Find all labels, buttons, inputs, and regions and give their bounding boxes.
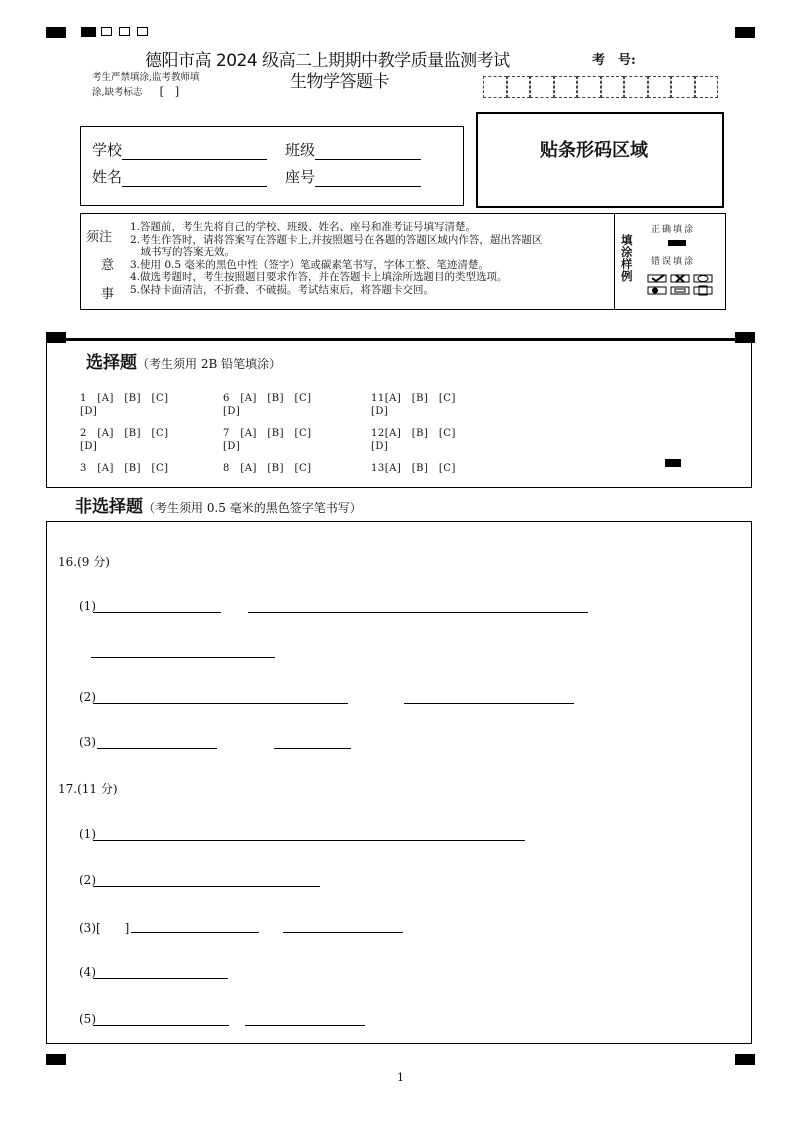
choice-answer-row[interactable]: [D] [80, 441, 98, 452]
q17-part3-answer-line-a[interactable] [131, 932, 259, 933]
choice-answer-row[interactable]: [D] [80, 406, 98, 417]
exam-number-cell[interactable] [507, 76, 531, 98]
choice-answer-row[interactable]: 3 [A] [B] [C] [80, 463, 169, 474]
notice-item: 4.做选考题时，考生按照题目要求作答，并在答题卡上填涂所选题目的类型选项。 [130, 271, 508, 283]
choice-answer-row[interactable]: [D] [223, 406, 241, 417]
choice-section-hint: （考生须用 2B 铅笔填涂） [137, 357, 282, 371]
school-label: 学校 [92, 141, 123, 159]
name-label: 姓名 [92, 168, 123, 186]
notice-item: 域书写的答案无效。 [130, 246, 235, 258]
exam-number-cell[interactable] [695, 76, 719, 98]
circle-mark-example [694, 275, 712, 282]
correct-fill-label: 正确填涂 [651, 225, 696, 235]
exam-number-cell[interactable] [577, 76, 601, 98]
q17-part5-label: (5) [79, 1012, 96, 1026]
choice-answer-row[interactable]: 12[A] [B] [C] [371, 428, 456, 439]
exam-number-cell[interactable] [671, 76, 695, 98]
q17-part4-label: (4) [79, 965, 96, 979]
exam-number-cell[interactable] [624, 76, 648, 98]
class-label: 班级 [285, 141, 316, 159]
exam-number-cell[interactable] [483, 76, 507, 98]
choice-timing-mark [665, 459, 681, 467]
q16-part1-label: (1) [79, 599, 96, 613]
exam-number-cell[interactable] [601, 76, 625, 98]
seat-field[interactable] [285, 166, 421, 187]
absent-mark-box[interactable]: [ ] [159, 85, 180, 98]
absent-warning-line1: 考生严禁填涂,监考教师填 [92, 72, 200, 83]
registration-mark-top-right [735, 27, 755, 38]
q16-part3-label: (3) [79, 735, 96, 749]
q17-part2-answer-line[interactable] [93, 886, 320, 887]
choice-answer-row[interactable]: [D] [371, 441, 389, 452]
registration-mark-bottom-left [46, 1054, 66, 1065]
choice-answer-row[interactable]: 11[A] [B] [C] [371, 393, 456, 404]
choice-answer-row[interactable]: 1 [A] [B] [C] [80, 393, 169, 404]
question-16-label: 16.(9 分) [58, 555, 110, 569]
choice-answer-row[interactable]: 13[A] [B] [C] [371, 463, 456, 474]
q17-part4-answer-line[interactable] [93, 978, 228, 979]
exam-title: 德阳市高 2024 级高二上期期中教学质量监测考试 [145, 51, 510, 71]
q17-part3-label[interactable]: (3)[ ] [79, 921, 130, 935]
q16-part1-answer-line-b[interactable] [248, 612, 588, 613]
q17-part5-answer-line-a[interactable] [93, 1025, 229, 1026]
notice-label-2: 意 [101, 258, 115, 273]
notice-label-3: 事 [101, 287, 115, 302]
choice-answer-row[interactable]: [D] [371, 406, 389, 417]
choice-answer-row[interactable]: 8 [A] [B] [C] [223, 463, 312, 474]
notice-item: 3.使用 0.5 毫米的黑色中性（签字）笔或碳素笔书写，字体工整、笔迹清楚。 [130, 258, 489, 271]
nonchoice-section-box [46, 521, 752, 1044]
dash-mark-example [671, 287, 689, 294]
registration-square [101, 27, 112, 36]
notice-item: 2.考生作答时，请将答案写在答题卡上,并按照题号在各题的答题区域内作答，超出答题区 [130, 233, 543, 246]
nonchoice-section-title: 非选择题（考生须用 0.5 毫米的黑色签字笔书写） [75, 497, 362, 517]
q16-part2-label: (2) [79, 690, 96, 704]
q17-part1-answer-line[interactable] [93, 840, 525, 841]
q17-part5-answer-line-b[interactable] [245, 1025, 365, 1026]
registration-mark-top-left-2 [81, 27, 96, 37]
wrong-fill-examples [647, 273, 713, 297]
answer-card-title: 生物学答题卡 [290, 72, 389, 92]
registration-square [137, 27, 148, 36]
choice-answer-row[interactable]: 6 [A] [B] [C] [223, 393, 312, 404]
correct-fill-mark [668, 240, 686, 246]
choice-section-title: 选择题（考生须用 2B 铅笔填涂） [86, 353, 282, 373]
q17-part2-label: (2) [79, 873, 96, 887]
q16-part1-answer-line-a[interactable] [93, 612, 221, 613]
question-17-label: 17.(11 分) [58, 782, 118, 796]
page-number: 1 [397, 1071, 404, 1084]
q16-part3-answer-line-b[interactable] [274, 748, 351, 749]
wrong-fill-label: 错误填涂 [651, 257, 696, 267]
choice-answer-row[interactable]: [D] [223, 441, 241, 452]
q17-part1-label: (1) [79, 827, 96, 841]
fill-example-label: 填 涂 样 例 [621, 233, 633, 283]
q16-part3-answer-line-a[interactable] [97, 748, 217, 749]
exam-number-cell[interactable] [530, 76, 554, 98]
notice-item: 5.保持卡面清洁，不折叠、不破损。考试结束后，将答题卡交回。 [130, 283, 435, 296]
registration-square [119, 27, 130, 36]
exam-number-label: 考 号: [592, 53, 636, 68]
choice-answer-row[interactable]: 7 [A] [B] [C] [223, 428, 312, 439]
notice-item: 1.答题前，考生先将自己的学校、班级、姓名、座号和准考证号填写清楚。 [130, 221, 477, 233]
notice-divider [614, 213, 615, 310]
seat-label: 座号 [285, 168, 316, 186]
absent-warning-line2 [92, 85, 179, 100]
notice-list [130, 221, 542, 296]
barcode-label: 贴条形码区域 [540, 140, 648, 161]
registration-mark-bottom-right [735, 1054, 755, 1065]
q16-part2-answer-line-b[interactable] [404, 703, 574, 704]
class-field[interactable] [285, 139, 421, 160]
name-field[interactable] [92, 166, 267, 187]
q16-part2-answer-line-a[interactable] [93, 703, 348, 704]
q16-part1-answer-line-c[interactable] [91, 657, 275, 658]
half-mark-example [694, 287, 712, 294]
nonchoice-section-hint: （考生须用 0.5 毫米的黑色签字笔书写） [143, 501, 362, 515]
exam-number-cell[interactable] [554, 76, 578, 98]
choice-answer-row[interactable]: 2 [A] [B] [C] [80, 428, 169, 439]
absent-warning-text: 涂,缺考标志 [92, 87, 143, 98]
school-field[interactable] [92, 139, 267, 160]
exam-number-cell[interactable] [648, 76, 672, 98]
registration-mark-top-left [46, 27, 66, 38]
notice-label-1: 须注 [86, 230, 113, 245]
q17-part3-answer-line-b[interactable] [283, 932, 403, 933]
